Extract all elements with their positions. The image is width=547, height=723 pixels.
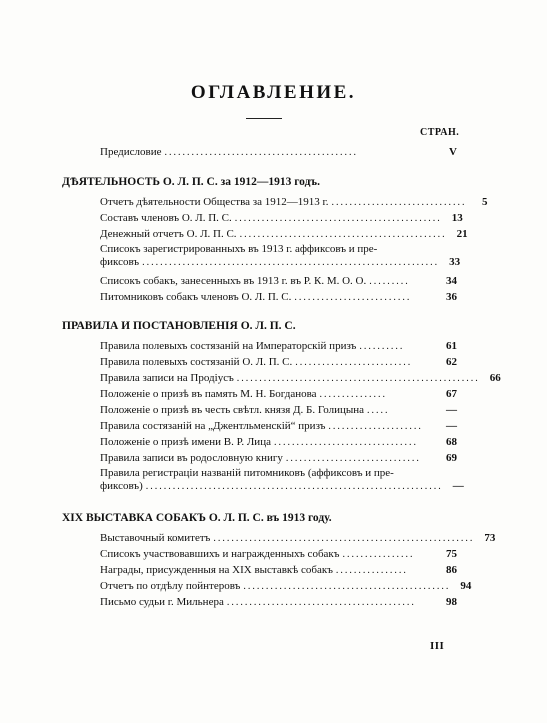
leader-dots: .......................................... — [226, 597, 416, 608]
toc-entry[interactable] — [100, 435, 457, 449]
toc-entry[interactable] — [100, 595, 457, 609]
toc-entry-label: Правила полевыхъ состязаній О. Л. П. С. — [100, 356, 293, 368]
toc-entry[interactable] — [100, 195, 488, 209]
leader-dots: .............................................. — [234, 213, 442, 224]
toc-entry[interactable] — [100, 547, 457, 561]
leader-dots: .............................................. — [243, 581, 451, 592]
leader-dots: .................................................................. — [142, 257, 440, 268]
toc-entry-page: 13 — [451, 212, 463, 224]
toc-entry[interactable] — [100, 467, 464, 493]
toc-entry-page: 73 — [484, 532, 496, 544]
toc-entry-page: — — [446, 420, 457, 432]
toc-entry-page: 62 — [446, 356, 457, 368]
toc-entry-label: Выставочный комитетъ — [100, 532, 211, 544]
leader-dots: ...................................................... — [236, 373, 480, 384]
leader-dots: ..... — [367, 405, 390, 416]
page-number: III — [430, 640, 445, 652]
toc-entry-label: Награды, присужденныя на XIX выставкѣ собакъ — [100, 564, 333, 576]
toc-entry-label: Списокъ зарегистрированныхъ въ 1913 г. аффиксовъ и пре- — [100, 243, 378, 255]
toc-entry-label: Списокъ собакъ, занесенныхъ въ 1913 г. въ Р. К. М. О. О. — [100, 275, 367, 287]
leader-dots: ..................... — [328, 421, 423, 432]
toc-entry-label: Правила регистраціи названій питомниковъ (аффиксовъ и пре- — [100, 467, 394, 479]
toc-entry-page: V — [449, 146, 457, 158]
toc-entry-page: 98 — [446, 596, 457, 608]
toc-entry-label: Правила полевыхъ состязаній на Императорскій призъ — [100, 340, 357, 352]
leader-dots: .......................... — [294, 292, 412, 303]
toc-entry-label: Денежный отчетъ О. Л. П. С. — [100, 228, 237, 240]
toc-entry-label: Отчетъ по отдѣлу пойнтеровъ — [100, 580, 241, 592]
leader-dots: ............... — [319, 389, 388, 400]
toc-entry-label-cont: фиксовъ) — [100, 480, 143, 492]
toc-entry[interactable] — [100, 211, 463, 225]
toc-entry-label: Правила записи въ родословную книгу — [100, 452, 283, 464]
toc-entry-label: Правила состязаній на „Джентльменскій“ призъ — [100, 420, 326, 432]
toc-entry-label: Предисловие — [100, 146, 162, 158]
toc-entry-page: 33 — [449, 256, 461, 268]
toc-entry[interactable] — [100, 403, 457, 417]
toc-entry-page: 21 — [456, 228, 468, 240]
toc-entry-page: 66 — [489, 372, 501, 384]
toc-entry-page: 86 — [446, 564, 457, 576]
toc-entry-label: Правила записи на Продіусъ — [100, 372, 234, 384]
section-heading: ДѢЯТЕЛЬНОСТЬ О. Л. П. С. за 1912—1913 годъ. — [62, 176, 320, 188]
leader-dots: ................................ — [273, 437, 418, 448]
toc-entry-label-cont: фиксовъ — [100, 256, 140, 268]
toc-entry[interactable] — [100, 579, 472, 593]
toc-entry-page: 61 — [446, 340, 457, 352]
leader-dots: .............................................. — [239, 229, 447, 240]
toc-entry[interactable] — [100, 339, 457, 353]
toc-entry-page: 75 — [446, 548, 457, 560]
section-heading: XIX ВЫСТАВКА СОБАКЪ О. Л. П. С. въ 1913 году. — [62, 512, 332, 524]
toc-entry-page: — — [446, 404, 457, 416]
toc-entry[interactable] — [100, 243, 461, 269]
toc-entry[interactable] — [100, 227, 468, 241]
toc-entry[interactable] — [100, 563, 457, 577]
leader-dots: ................ — [335, 565, 408, 576]
toc-entry[interactable] — [100, 419, 457, 433]
toc-entry-label: Письмо судьи г. Мильнера — [100, 596, 224, 608]
leader-dots: .............................. — [331, 197, 467, 208]
section-heading: ПРАВИЛА И ПОСТАНОВЛЕНІЯ О. Л. П. С. — [62, 320, 296, 332]
toc-entry-label: Положеніе о призѣ въ память М. Н. Богданова — [100, 388, 317, 400]
toc-entry-label: Списокъ участвовавшихъ и награжденныхъ собакъ — [100, 548, 340, 560]
toc-entry-page: 69 — [446, 452, 457, 464]
leader-dots: .......................................................... — [213, 533, 475, 544]
toc-entry-page: 5 — [482, 196, 488, 208]
leader-dots: .................................................................. — [145, 481, 443, 492]
toc-entry-label: Отчетъ дѣятельности Общества за 1912—1913 г. — [100, 196, 329, 208]
toc-entry-page: 67 — [446, 388, 457, 400]
toc-entry[interactable] — [100, 290, 457, 304]
toc-entry-page: 36 — [446, 291, 457, 303]
toc-entry-page: 94 — [460, 580, 472, 592]
leader-dots: ........................................... — [164, 147, 358, 158]
leader-dots: .......... — [359, 341, 405, 352]
toc-entry-label: Положеніе о призѣ въ честь свѣтл. князя Д. Б. Голицына — [100, 404, 365, 416]
page-column-header: СТРАН. — [420, 127, 460, 138]
toc-entry-label: Питомниковъ собакъ членовъ О. Л. П. С. — [100, 291, 292, 303]
toc-entry-preface[interactable] — [100, 145, 457, 159]
toc-entry-page: 68 — [446, 436, 457, 448]
toc-entry-label: Положеніе о призѣ имени В. Р. Лица — [100, 436, 271, 448]
toc-entry[interactable] — [100, 371, 501, 385]
title-rule — [246, 118, 282, 119]
leader-dots: ......... — [369, 276, 410, 287]
toc-entry[interactable] — [100, 274, 457, 288]
toc-entry-page: — — [452, 480, 464, 492]
toc-entry[interactable] — [100, 387, 457, 401]
leader-dots: .............................. — [285, 453, 421, 464]
toc-entry[interactable] — [100, 451, 457, 465]
leader-dots: ................ — [342, 549, 415, 560]
leader-dots: .......................... — [295, 357, 413, 368]
toc-entry-page: 34 — [446, 275, 457, 287]
toc-entry[interactable] — [100, 531, 496, 545]
page-title: ОГЛАВЛЕНИЕ. — [190, 82, 357, 103]
toc-entry[interactable] — [100, 355, 457, 369]
toc-entry-label: Составъ членовъ О. Л. П. С. — [100, 212, 232, 224]
